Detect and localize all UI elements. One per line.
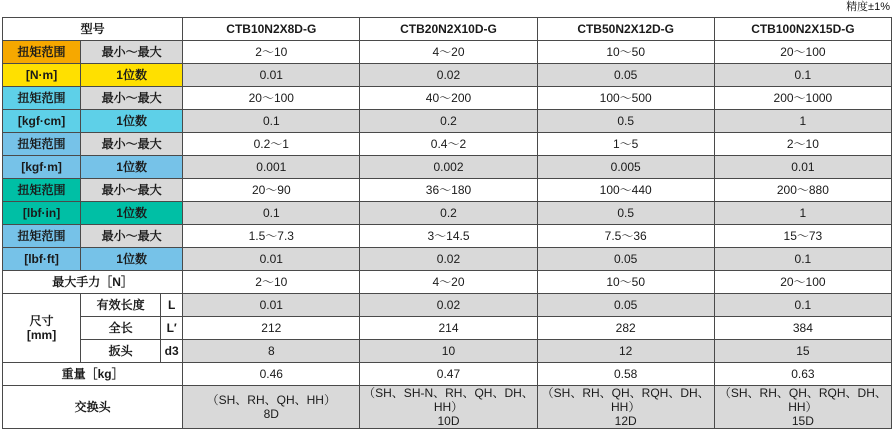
cell-value: 0.001 [183,156,360,179]
cell-value: 0.02 [360,294,537,317]
row-sub-label: 最小～最大 [81,133,183,156]
cell-value: 20～90 [183,179,360,202]
row-sub-label: 最小～最大 [81,225,183,248]
exchange-head-cell [714,386,891,429]
table-row-dim-effective-length [3,294,892,317]
cell-value: 20～100 [714,271,891,294]
cell-value: 10 [360,340,537,363]
unit-label-lbfft: [lbf·ft] [3,248,81,271]
cell-value: 0.05 [537,294,714,317]
exchange-head-cell [537,386,714,429]
table-row [3,41,892,64]
cell-value: 1.5～7.3 [183,225,360,248]
cell-value: 7.5～36 [537,225,714,248]
dim-sub-label: 全长 [81,317,161,340]
dimension-label [3,294,81,363]
cell-value: 15 [714,340,891,363]
row-sub-label: 最小～最大 [81,41,183,64]
dim-sub-label: 扳头 [81,340,161,363]
cell-value: 4～20 [360,271,537,294]
specification-table [2,17,892,429]
cell-value: 0.005 [537,156,714,179]
row-sub-label: 1位数 [81,110,183,133]
cell-value: 0.46 [183,363,360,386]
cell-value: 20～100 [714,41,891,64]
exchange-head-options: （SH、RH、QH、RQH、DH、HH） [718,386,887,414]
table-row [3,133,892,156]
cell-value: 1～5 [537,133,714,156]
unit-group-kgfm: 扭矩范围 [3,133,81,156]
cell-value: 384 [714,317,891,340]
cell-value: 0.2～1 [183,133,360,156]
cell-value: 0.1 [183,202,360,225]
cell-value: 0.58 [537,363,714,386]
exchange-head-code: 15D [791,414,814,428]
table-row [3,64,892,87]
table-row-exchange-head [3,386,892,429]
cell-value: 8 [183,340,360,363]
exchange-head-code: 10D [437,414,460,428]
cell-value: 0.2 [360,110,537,133]
cell-value: 0.02 [360,64,537,87]
cell-value: 0.01 [183,64,360,87]
accuracy-note: 精度±1% [846,1,890,13]
unit-group-lbfin: 扭矩范围 [3,179,81,202]
cell-value: 0.5 [537,110,714,133]
dim-sub-label: 有效长度 [81,294,161,317]
cell-value: 0.4～2 [360,133,537,156]
cell-value: 0.5 [537,202,714,225]
exchange-head-label: 交换头 [3,386,183,429]
cell-value: 2～10 [183,271,360,294]
cell-value: 36～180 [360,179,537,202]
exchange-head-cell [360,386,537,429]
cell-value: 0.2 [360,202,537,225]
cell-value: 0.05 [537,248,714,271]
cell-value: 100～500 [537,87,714,110]
cell-value: 0.1 [714,248,891,271]
cell-value: 40～200 [360,87,537,110]
max-force-label: 最大手力［N］ [3,271,183,294]
cell-value: 20～100 [183,87,360,110]
exchange-head-cell [183,386,360,429]
header-label: 型号 [3,18,183,41]
cell-value: 12 [537,340,714,363]
dim-code: L [161,294,183,317]
cell-value: 212 [183,317,360,340]
table-row [3,179,892,202]
row-sub-label: 最小～最大 [81,87,183,110]
cell-value: 1 [714,110,891,133]
cell-value: 0.1 [714,64,891,87]
cell-value: 0.1 [183,110,360,133]
cell-value: 10～50 [537,41,714,64]
unit-label-nm: [N·m] [3,64,81,87]
table-row-max-force [3,271,892,294]
cell-value: 0.01 [183,294,360,317]
cell-value: 200～1000 [714,87,891,110]
table-row-dim-total-length [3,317,892,340]
cell-value: 0.01 [183,248,360,271]
dimension-label-line2: [mm] [26,328,57,342]
cell-value: 4～20 [360,41,537,64]
header-model-3: CTB50N2X12D-G [537,18,714,41]
table-row-weight [3,363,892,386]
exchange-head-options: （SH、RH、QH、HH） [206,393,336,407]
cell-value: 0.63 [714,363,891,386]
table-row [3,202,892,225]
cell-value: 200～880 [714,179,891,202]
cell-value: 0.05 [537,64,714,87]
table-row [3,156,892,179]
table-row [3,87,892,110]
row-sub-label: 1位数 [81,64,183,87]
exchange-head-code: 8D [263,407,279,421]
cell-value: 0.02 [360,248,537,271]
cell-value: 214 [360,317,537,340]
header-model-4: CTB100N2X15D-G [714,18,891,41]
unit-label-lbfin: [lbf·in] [3,202,81,225]
unit-group-kgfcm: 扭矩范围 [3,87,81,110]
unit-label-kgfm: [kgf·m] [3,156,81,179]
cell-value: 2～10 [183,41,360,64]
dim-code: d3 [161,340,183,363]
unit-label-kgfcm: [kgf·cm] [3,110,81,133]
cell-value: 0.47 [360,363,537,386]
cell-value: 1 [714,202,891,225]
cell-value: 2～10 [714,133,891,156]
table-row [3,225,892,248]
cell-value: 0.002 [360,156,537,179]
row-sub-label: 1位数 [81,202,183,225]
table-row-dim-head [3,340,892,363]
cell-value: 0.01 [714,156,891,179]
exchange-head-code: 12D [614,414,637,428]
exchange-head-options: （SH、SH-N、RH、QH、DH、HH） [363,386,534,414]
table-row [3,110,892,133]
cell-value: 0.1 [714,294,891,317]
cell-value: 282 [537,317,714,340]
dimension-label-line1: 尺寸 [29,314,54,328]
cell-value: 10～50 [537,271,714,294]
cell-value: 15～73 [714,225,891,248]
row-sub-label: 1位数 [81,156,183,179]
row-sub-label: 最小～最大 [81,179,183,202]
table-header-row [3,18,892,41]
cell-value: 100～440 [537,179,714,202]
dim-code: L′ [161,317,183,340]
cell-value: 3～14.5 [360,225,537,248]
unit-group-lbfft: 扭矩范围 [3,225,81,248]
row-sub-label: 1位数 [81,248,183,271]
exchange-head-options: （SH、RH、QH、RQH、DH、HH） [541,386,710,414]
weight-label: 重量［kg］ [3,363,183,386]
unit-group-nm: 扭矩范围 [3,41,81,64]
header-model-2: CTB20N2X10D-G [360,18,537,41]
table-row [3,248,892,271]
header-model-1: CTB10N2X8D-G [183,18,360,41]
